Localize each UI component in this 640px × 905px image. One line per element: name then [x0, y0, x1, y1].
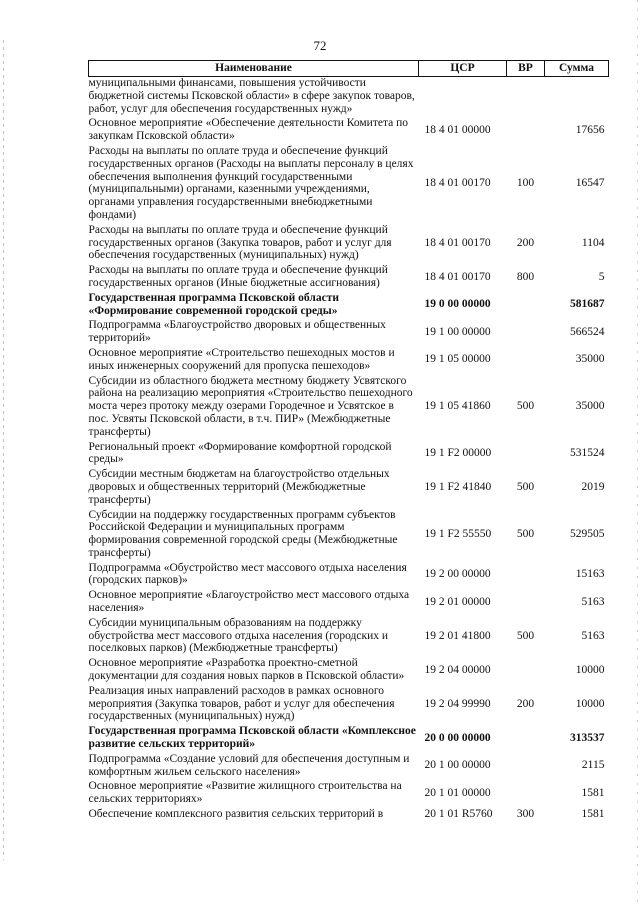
- table-row: [89, 224, 609, 264]
- page-number: 72: [313, 38, 327, 53]
- cell-vr: [507, 292, 545, 320]
- cell-csr: [419, 77, 507, 118]
- cell-sum: 531524: [570, 446, 605, 459]
- cell-name: Основное мероприятие «Развитие жилищного строительства на сельских территориях»: [88, 780, 402, 806]
- cell-csr: 18 4 01 00170: [424, 236, 491, 249]
- cell-name: Подпрограмма «Создание условий для обеспечения доступным и комфортным жильем сельского населения»: [88, 752, 410, 778]
- table-row: [89, 292, 609, 320]
- cell-sum: 313537: [570, 731, 605, 744]
- cell-csr: 19 1 F2 41840: [424, 480, 492, 493]
- cell-name: Обеспечение комплексного развития сельских территорий в: [88, 808, 384, 821]
- cell-vr: 800: [516, 270, 535, 283]
- cell-vr: [507, 657, 545, 685]
- cell-csr: 19 2 01 00000: [424, 595, 491, 608]
- table-row: [89, 657, 609, 685]
- cell-name: Подпрограмма «Обустройство мест массового отдыха населения (городских парков)»: [88, 561, 407, 587]
- cell-name: Расходы на выплаты по оплате труда и обеспечение функций государственных органов (Иные бюджетные ассигнования): [88, 264, 388, 289]
- cell-csr: 18 4 01 00170: [424, 176, 491, 189]
- table-row: [89, 319, 609, 347]
- cell-sum: 581687: [570, 298, 605, 311]
- cell-sum: 10000: [575, 697, 605, 710]
- cell-sum: 17656: [575, 123, 605, 136]
- cell-csr: 19 2 04 99990: [424, 697, 491, 710]
- table-row: [89, 264, 609, 292]
- scan-margin-line: [3, 40, 4, 860]
- cell-vr: [507, 725, 545, 753]
- cell-csr: 19 2 01 41800: [424, 629, 491, 642]
- cell-csr: 19 1 05 00000: [424, 353, 491, 366]
- cell-csr: 19 1 00 00000: [424, 325, 491, 338]
- table-row: [89, 145, 609, 224]
- budget-table: [88, 60, 609, 823]
- cell-vr: [507, 753, 545, 781]
- cell-sum: 5163: [581, 629, 605, 642]
- cell-sum: 15163: [575, 568, 605, 581]
- table-row: [89, 347, 609, 375]
- cell-name: Государственная программа Псковской области «Формирование современной городской среды»: [88, 291, 339, 317]
- cell-csr: 20 0 00 00000: [424, 731, 491, 744]
- header-name: Наименование: [89, 61, 419, 77]
- cell-name: Основное мероприятие «Строительство пешеходных мостов и иных инженерных сооружений для пропуска пешеходов»: [88, 346, 395, 372]
- table-row: [89, 562, 609, 590]
- cell-name: Региональный проект «Формирование комфортной городской среды»: [88, 440, 392, 466]
- cell-vr: [507, 319, 545, 347]
- cell-sum: 5163: [581, 595, 605, 608]
- cell-sum: 35000: [575, 400, 605, 413]
- cell-csr: 19 0 00 00000: [424, 298, 491, 311]
- header-vr: ВР: [507, 61, 545, 77]
- budget-table-container: [88, 60, 608, 823]
- cell-csr: 19 1 F2 55550: [424, 527, 492, 540]
- cell-csr: 18 4 01 00170: [424, 270, 491, 283]
- header-csr: ЦСР: [419, 61, 507, 77]
- cell-sum: 1581: [581, 786, 605, 799]
- cell-sum: 10000: [575, 663, 605, 676]
- cell-name: Расходы на выплаты по оплате труда и обеспечение функций государственных органов (Расходы на выплаты персоналу в целях обеспечения выполнения функций государственными (муниципальными) органами, казенными учреждениями, органами управления государственными внебюджетными фондами): [88, 144, 414, 221]
- table-row: [89, 509, 609, 562]
- cell-name: муниципальными финансами, повышения устойчивости бюджетной системы Псковской области» в сфере закупок товаров, работ, услуг для обеспечения государственных нужд»: [88, 77, 415, 115]
- cell-vr: 500: [516, 629, 535, 642]
- table-row: [89, 77, 609, 118]
- table-body: [89, 77, 609, 823]
- cell-vr: [507, 117, 545, 145]
- table-header-row: [89, 61, 609, 77]
- table-row: [89, 117, 609, 145]
- table-row: [89, 753, 609, 781]
- cell-name: Расходы на выплаты по оплате труда и обеспечение функций государственных органов (Закупка товаров, работ и услуг для обеспечения государственных (муниципальных) нужд): [88, 223, 392, 262]
- cell-sum: 2019: [581, 480, 605, 493]
- table-row: [89, 375, 609, 441]
- cell-vr: 100: [516, 176, 535, 189]
- cell-sum: 16547: [575, 176, 605, 189]
- cell-name: Подпрограмма «Благоустройство дворовых и общественных территорий»: [88, 319, 386, 345]
- table-row: [89, 808, 609, 823]
- cell-vr: [507, 562, 545, 590]
- cell-sum: 2115: [581, 759, 605, 772]
- cell-csr: 19 1 F2 00000: [424, 446, 492, 459]
- cell-name: Основное мероприятие «Благоустройство мест массового отдыха населения»: [88, 589, 410, 615]
- cell-name: Основное мероприятие «Обеспечение деятельности Комитета по закупкам Псковской области»: [88, 117, 409, 143]
- cell-vr: 500: [516, 527, 535, 540]
- cell-vr: [507, 77, 545, 118]
- table-row: [89, 468, 609, 508]
- cell-vr: 200: [516, 697, 535, 710]
- cell-vr: [507, 589, 545, 617]
- cell-vr: [507, 780, 545, 808]
- table-row: [89, 589, 609, 617]
- cell-sum: 529505: [570, 527, 605, 540]
- cell-csr: 20 1 01 00000: [424, 786, 491, 799]
- cell-sum: 566524: [570, 325, 605, 338]
- cell-sum: 5: [598, 270, 605, 283]
- cell-name: Государственная программа Псковской области «Комплексное развитие сельских территорий»: [88, 725, 416, 751]
- cell-name: Субсидии из областного бюджета местному бюджету Усвятского района на реализацию мероприятия «Строительство пешеходного моста через протоку между озерами Городечное и Усвятское в пос. Усвяты Псковской области, в т.ч. ПИР» (Межбюджетные трансферты): [88, 374, 413, 438]
- cell-csr: 19 2 04 00000: [424, 663, 491, 676]
- table-row: [89, 780, 609, 808]
- cell-vr: 200: [516, 236, 535, 249]
- cell-vr: 500: [516, 480, 535, 493]
- cell-name: Основное мероприятие «Разработка проектно-сметной документации для создания новых парков в Псковской области»: [88, 657, 405, 683]
- table-row: [89, 685, 609, 725]
- cell-vr: 300: [516, 808, 535, 821]
- header-sum: Сумма: [545, 61, 609, 77]
- cell-csr: 19 1 05 41860: [424, 400, 491, 413]
- cell-name: Субсидии на поддержку государственных программ субъектов Российской Федерации и муниципальных программ формирования современной городской среды (Межбюджетные трансферты): [88, 508, 398, 559]
- cell-csr: 18 4 01 00000: [424, 123, 491, 136]
- table-row: [89, 617, 609, 657]
- cell-name: Субсидии местным бюджетам на благоустройство отдельных дворовых и общественных территорий (Межбюджетные трансферты): [88, 468, 390, 506]
- cell-sum: 1104: [581, 236, 605, 249]
- scan-edge-line: [637, 0, 638, 905]
- cell-vr: 500: [516, 400, 535, 413]
- cell-csr: 19 2 00 00000: [424, 568, 491, 581]
- table-row: [89, 441, 609, 469]
- cell-csr: 20 1 01 R5760: [424, 808, 493, 821]
- cell-sum: 35000: [575, 353, 605, 366]
- cell-sum: [545, 77, 609, 118]
- cell-name: Реализация иных направлений расходов в рамках основного мероприятия (Закупка товаров, работ и услуг для обеспечения государственных (муниципальных) нужд): [88, 684, 395, 723]
- cell-csr: 20 1 00 00000: [424, 759, 491, 772]
- cell-sum: 1581: [581, 808, 605, 821]
- cell-vr: [507, 441, 545, 469]
- cell-name: Субсидии муниципальным образованиям на поддержку обустройства мест массового отдыха населения (городских и поселковых парков) (Межбюджетные трансферты): [88, 616, 389, 655]
- cell-vr: [507, 347, 545, 375]
- table-row: [89, 725, 609, 753]
